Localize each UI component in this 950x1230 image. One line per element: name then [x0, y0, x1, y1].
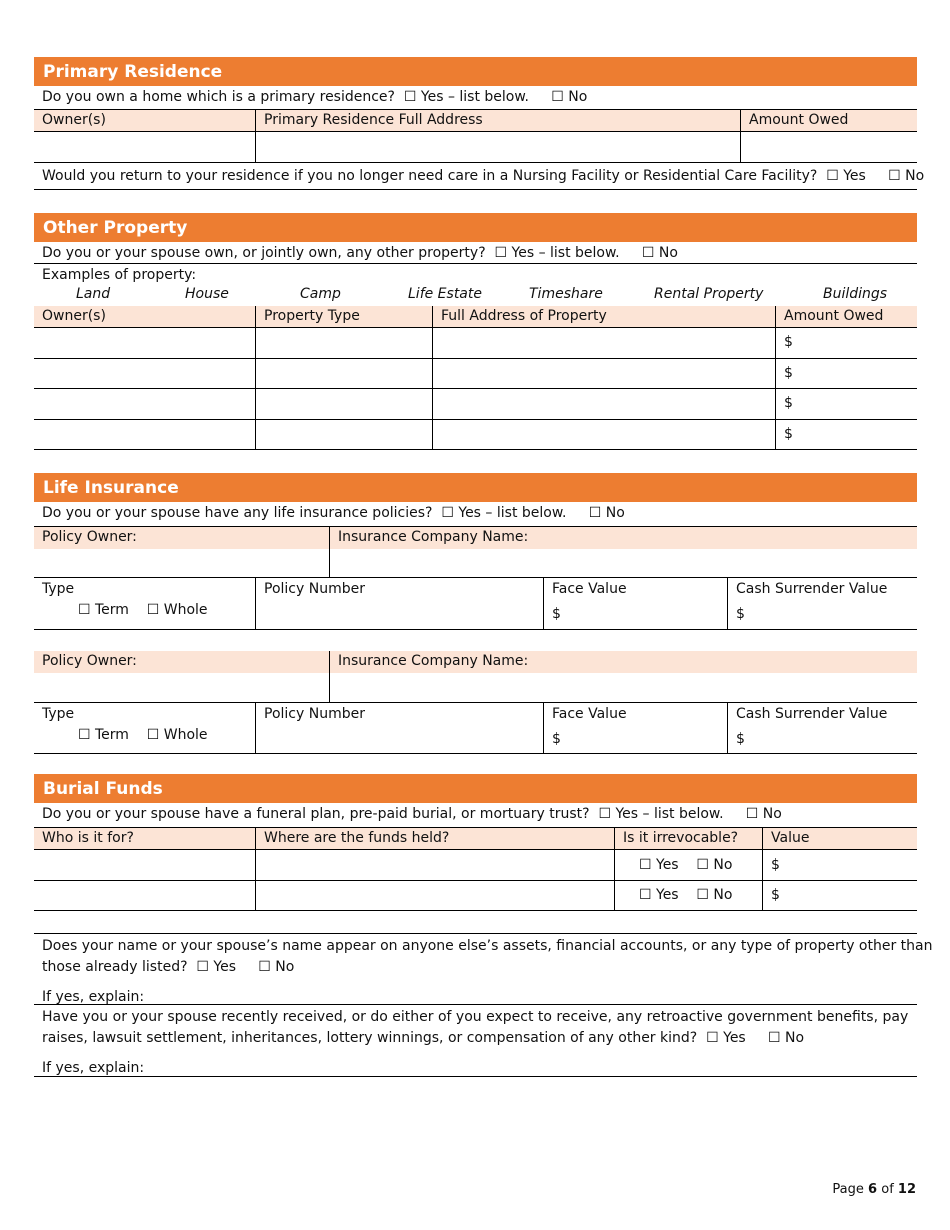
policy-number-cell[interactable]: [255, 703, 543, 753]
retroactive-no-checkbox[interactable]: ☐ No: [768, 1030, 805, 1046]
face-value-cell[interactable]: [543, 703, 727, 753]
policy-type-cell: [34, 578, 255, 629]
primary-residence-no-checkbox[interactable]: ☐ No: [551, 89, 588, 105]
value-input[interactable]: $: [762, 850, 917, 880]
property-type-input[interactable]: [255, 420, 432, 449]
cash-value-cell[interactable]: [727, 578, 917, 629]
whole-checkbox[interactable]: ☐ Whole: [146, 602, 208, 618]
amount-owed-input[interactable]: $: [775, 328, 917, 358]
page-label: Page: [832, 1182, 864, 1197]
policy-2-owner-row: [34, 651, 917, 703]
face-value-cell[interactable]: [543, 578, 727, 629]
col-who-for: Who is it for?: [42, 830, 134, 846]
cash-value-cell[interactable]: [727, 703, 917, 753]
primary-residence-question: Do you own a home which is a primary residence?: [42, 89, 395, 105]
cash-value-label: Cash Surrender Value: [736, 581, 888, 597]
burial-yes-checkbox[interactable]: ☐ Yes – list below.: [598, 806, 724, 822]
page-number: [832, 1182, 916, 1197]
other-assets-yes-checkbox[interactable]: ☐ Yes: [196, 959, 237, 975]
irrevocable-no-checkbox[interactable]: ☐ No: [696, 887, 733, 903]
retroactive-question-block: [34, 1004, 917, 1077]
other-property-row: [34, 420, 917, 450]
other-assets-question-line1: Does your name or your spouse’s name appear on anyone else’s assets, financial accounts, or any type of property other than: [42, 938, 933, 954]
examples-row: [34, 286, 917, 306]
irrevocable-cell: [614, 881, 762, 910]
policy-owner-label: Policy Owner:: [34, 527, 329, 549]
policy-1-owner-row: [34, 527, 917, 578]
property-address-input[interactable]: [432, 359, 775, 388]
life-insurance-question: Do you or your spouse have any life insurance policies?: [42, 505, 433, 521]
irrevocable-yes-checkbox[interactable]: ☐ Yes: [639, 857, 679, 873]
example-item: House: [185, 286, 229, 302]
col-irrevocable: Is it irrevocable?: [614, 828, 762, 849]
other-property-table-header: [34, 306, 917, 328]
policy-owner-label: Policy Owner:: [34, 651, 329, 673]
insurance-company-label: Insurance Company Name:: [330, 651, 917, 673]
primary-residence-yes-checkbox[interactable]: ☐ Yes – list below.: [403, 89, 529, 105]
other-property-no-checkbox[interactable]: ☐ No: [641, 245, 678, 261]
other-assets-explain-label[interactable]: If yes, explain:: [42, 989, 145, 1005]
policy-type-label: Type: [42, 581, 75, 597]
cash-value-dollar: $: [736, 606, 745, 622]
burial-question: Do you or your spouse have a funeral plan, pre-paid burial, or mortuary trust?: [42, 806, 590, 822]
life-insurance-header: Life Insurance: [34, 473, 917, 502]
other-property-header: Other Property: [34, 213, 917, 242]
return-yes-checkbox[interactable]: ☐ Yes: [826, 168, 866, 184]
cash-value-label: Cash Surrender Value: [736, 706, 888, 722]
property-address-input[interactable]: [432, 328, 775, 358]
primary-residence-table-header: [34, 109, 917, 132]
primary-residence-header: Primary Residence: [34, 57, 917, 86]
irrevocable-cell: [614, 850, 762, 880]
property-type-input[interactable]: [255, 359, 432, 388]
other-assets-no-checkbox[interactable]: ☐ No: [258, 959, 295, 975]
policy-number-label: Policy Number: [264, 581, 365, 597]
return-question-row: [34, 166, 925, 190]
property-type-input[interactable]: [255, 328, 432, 358]
policy-owner-cell[interactable]: [34, 527, 329, 577]
term-checkbox[interactable]: ☐ Term: [78, 727, 129, 743]
face-value-label: Face Value: [552, 581, 627, 597]
insurance-company-cell[interactable]: [329, 651, 917, 702]
amount-owed-input[interactable]: [740, 132, 917, 162]
return-no-checkbox[interactable]: ☐ No: [888, 168, 925, 184]
other-property-question-row: [34, 243, 917, 264]
burial-question-row: [34, 804, 917, 828]
col-value: Value: [762, 828, 917, 849]
burial-table-header: [34, 828, 917, 850]
burial-row: [34, 881, 917, 911]
owner-input[interactable]: [34, 389, 255, 419]
example-item: Rental Property: [654, 286, 764, 302]
who-for-input[interactable]: [34, 850, 255, 880]
term-checkbox[interactable]: ☐ Term: [78, 602, 129, 618]
owner-input[interactable]: [34, 132, 255, 162]
policy-number-label: Policy Number: [264, 706, 365, 722]
policy-2-details-row: [34, 703, 917, 754]
owner-input[interactable]: [34, 420, 255, 449]
other-assets-question-line2: those already listed?: [42, 959, 188, 975]
col-property-type: Property Type: [255, 306, 432, 327]
col-amount-owed: Amount Owed: [740, 110, 917, 131]
example-item: Life Estate: [408, 286, 482, 302]
example-item: Buildings: [823, 286, 888, 302]
life-insurance-no-checkbox[interactable]: ☐ No: [588, 505, 625, 521]
burial-no-checkbox[interactable]: ☐ No: [745, 806, 782, 822]
face-value-label: Face Value: [552, 706, 627, 722]
other-property-row: [34, 389, 917, 420]
property-type-input[interactable]: [255, 389, 432, 419]
retroactive-question-line2: raises, lawsuit settlement, inheritances, lottery winnings, or compensation of any other kind?: [42, 1030, 698, 1046]
total-pages: 12: [897, 1182, 916, 1197]
who-for-input[interactable]: [34, 881, 255, 910]
owner-input[interactable]: [34, 328, 255, 358]
amount-owed-input[interactable]: $: [775, 420, 917, 449]
address-input[interactable]: [255, 132, 740, 162]
irrevocable-yes-checkbox[interactable]: ☐ Yes: [639, 887, 679, 903]
amount-owed-input[interactable]: $: [775, 359, 917, 388]
other-property-row: [34, 359, 917, 389]
property-address-input[interactable]: [432, 420, 775, 449]
burial-row: [34, 850, 917, 881]
amount-owed-input[interactable]: $: [775, 389, 917, 419]
policy-owner-cell[interactable]: [34, 651, 329, 702]
col-where-held: Where are the funds held?: [255, 828, 614, 849]
life-insurance-yes-checkbox[interactable]: ☐ Yes – list below.: [441, 505, 567, 521]
example-item: Land: [76, 286, 111, 302]
retroactive-explain-label[interactable]: If yes, explain:: [42, 1060, 145, 1076]
retroactive-question-line1: Have you or your spouse recently received, or do either of you expect to receive, any retroactive government benefits, pay: [42, 1009, 909, 1025]
policy-1-details-row: [34, 578, 917, 630]
examples-label: Examples of property:: [42, 267, 197, 283]
life-insurance-question-row: [34, 503, 917, 527]
policy-type-cell: [34, 703, 255, 753]
where-held-input[interactable]: [255, 881, 614, 910]
other-property-row: [34, 328, 917, 359]
example-item: Timeshare: [529, 286, 603, 302]
retroactive-yes-checkbox[interactable]: ☐ Yes: [706, 1030, 746, 1046]
col-amount-owed: Amount Owed: [775, 306, 917, 327]
policy-type-label: Type: [42, 706, 75, 722]
burial-funds-header: Burial Funds: [34, 774, 917, 803]
policy-number-cell[interactable]: [255, 578, 543, 629]
other-assets-question-block: [34, 933, 933, 1005]
col-primary-address: Primary Residence Full Address: [255, 110, 740, 131]
whole-checkbox[interactable]: ☐ Whole: [146, 727, 208, 743]
return-question: Would you return to your residence if you no longer need care in a Nursing Facility or Residential Care Facility?: [42, 168, 818, 184]
property-address-input[interactable]: [432, 389, 775, 419]
other-property-yes-checkbox[interactable]: ☐ Yes – list below.: [494, 245, 620, 261]
where-held-input[interactable]: [255, 850, 614, 880]
primary-residence-question-row: [34, 87, 917, 109]
col-property-address: Full Address of Property: [432, 306, 775, 327]
insurance-company-cell[interactable]: [329, 527, 917, 577]
insurance-company-label: Insurance Company Name:: [330, 527, 917, 549]
value-input[interactable]: $: [762, 881, 917, 910]
irrevocable-no-checkbox[interactable]: ☐ No: [696, 857, 733, 873]
face-value-dollar: $: [552, 731, 561, 747]
face-value-dollar: $: [552, 606, 561, 622]
primary-residence-row: [34, 132, 917, 163]
example-item: Camp: [300, 286, 341, 302]
col-owners: Owner(s): [42, 112, 106, 128]
col-owners: Owner(s): [42, 308, 106, 324]
owner-input[interactable]: [34, 359, 255, 388]
current-page: 6: [868, 1182, 878, 1197]
other-property-question: Do you or your spouse own, or jointly own, any other property?: [42, 245, 486, 261]
cash-value-dollar: $: [736, 731, 745, 747]
page-of: of: [881, 1182, 894, 1197]
